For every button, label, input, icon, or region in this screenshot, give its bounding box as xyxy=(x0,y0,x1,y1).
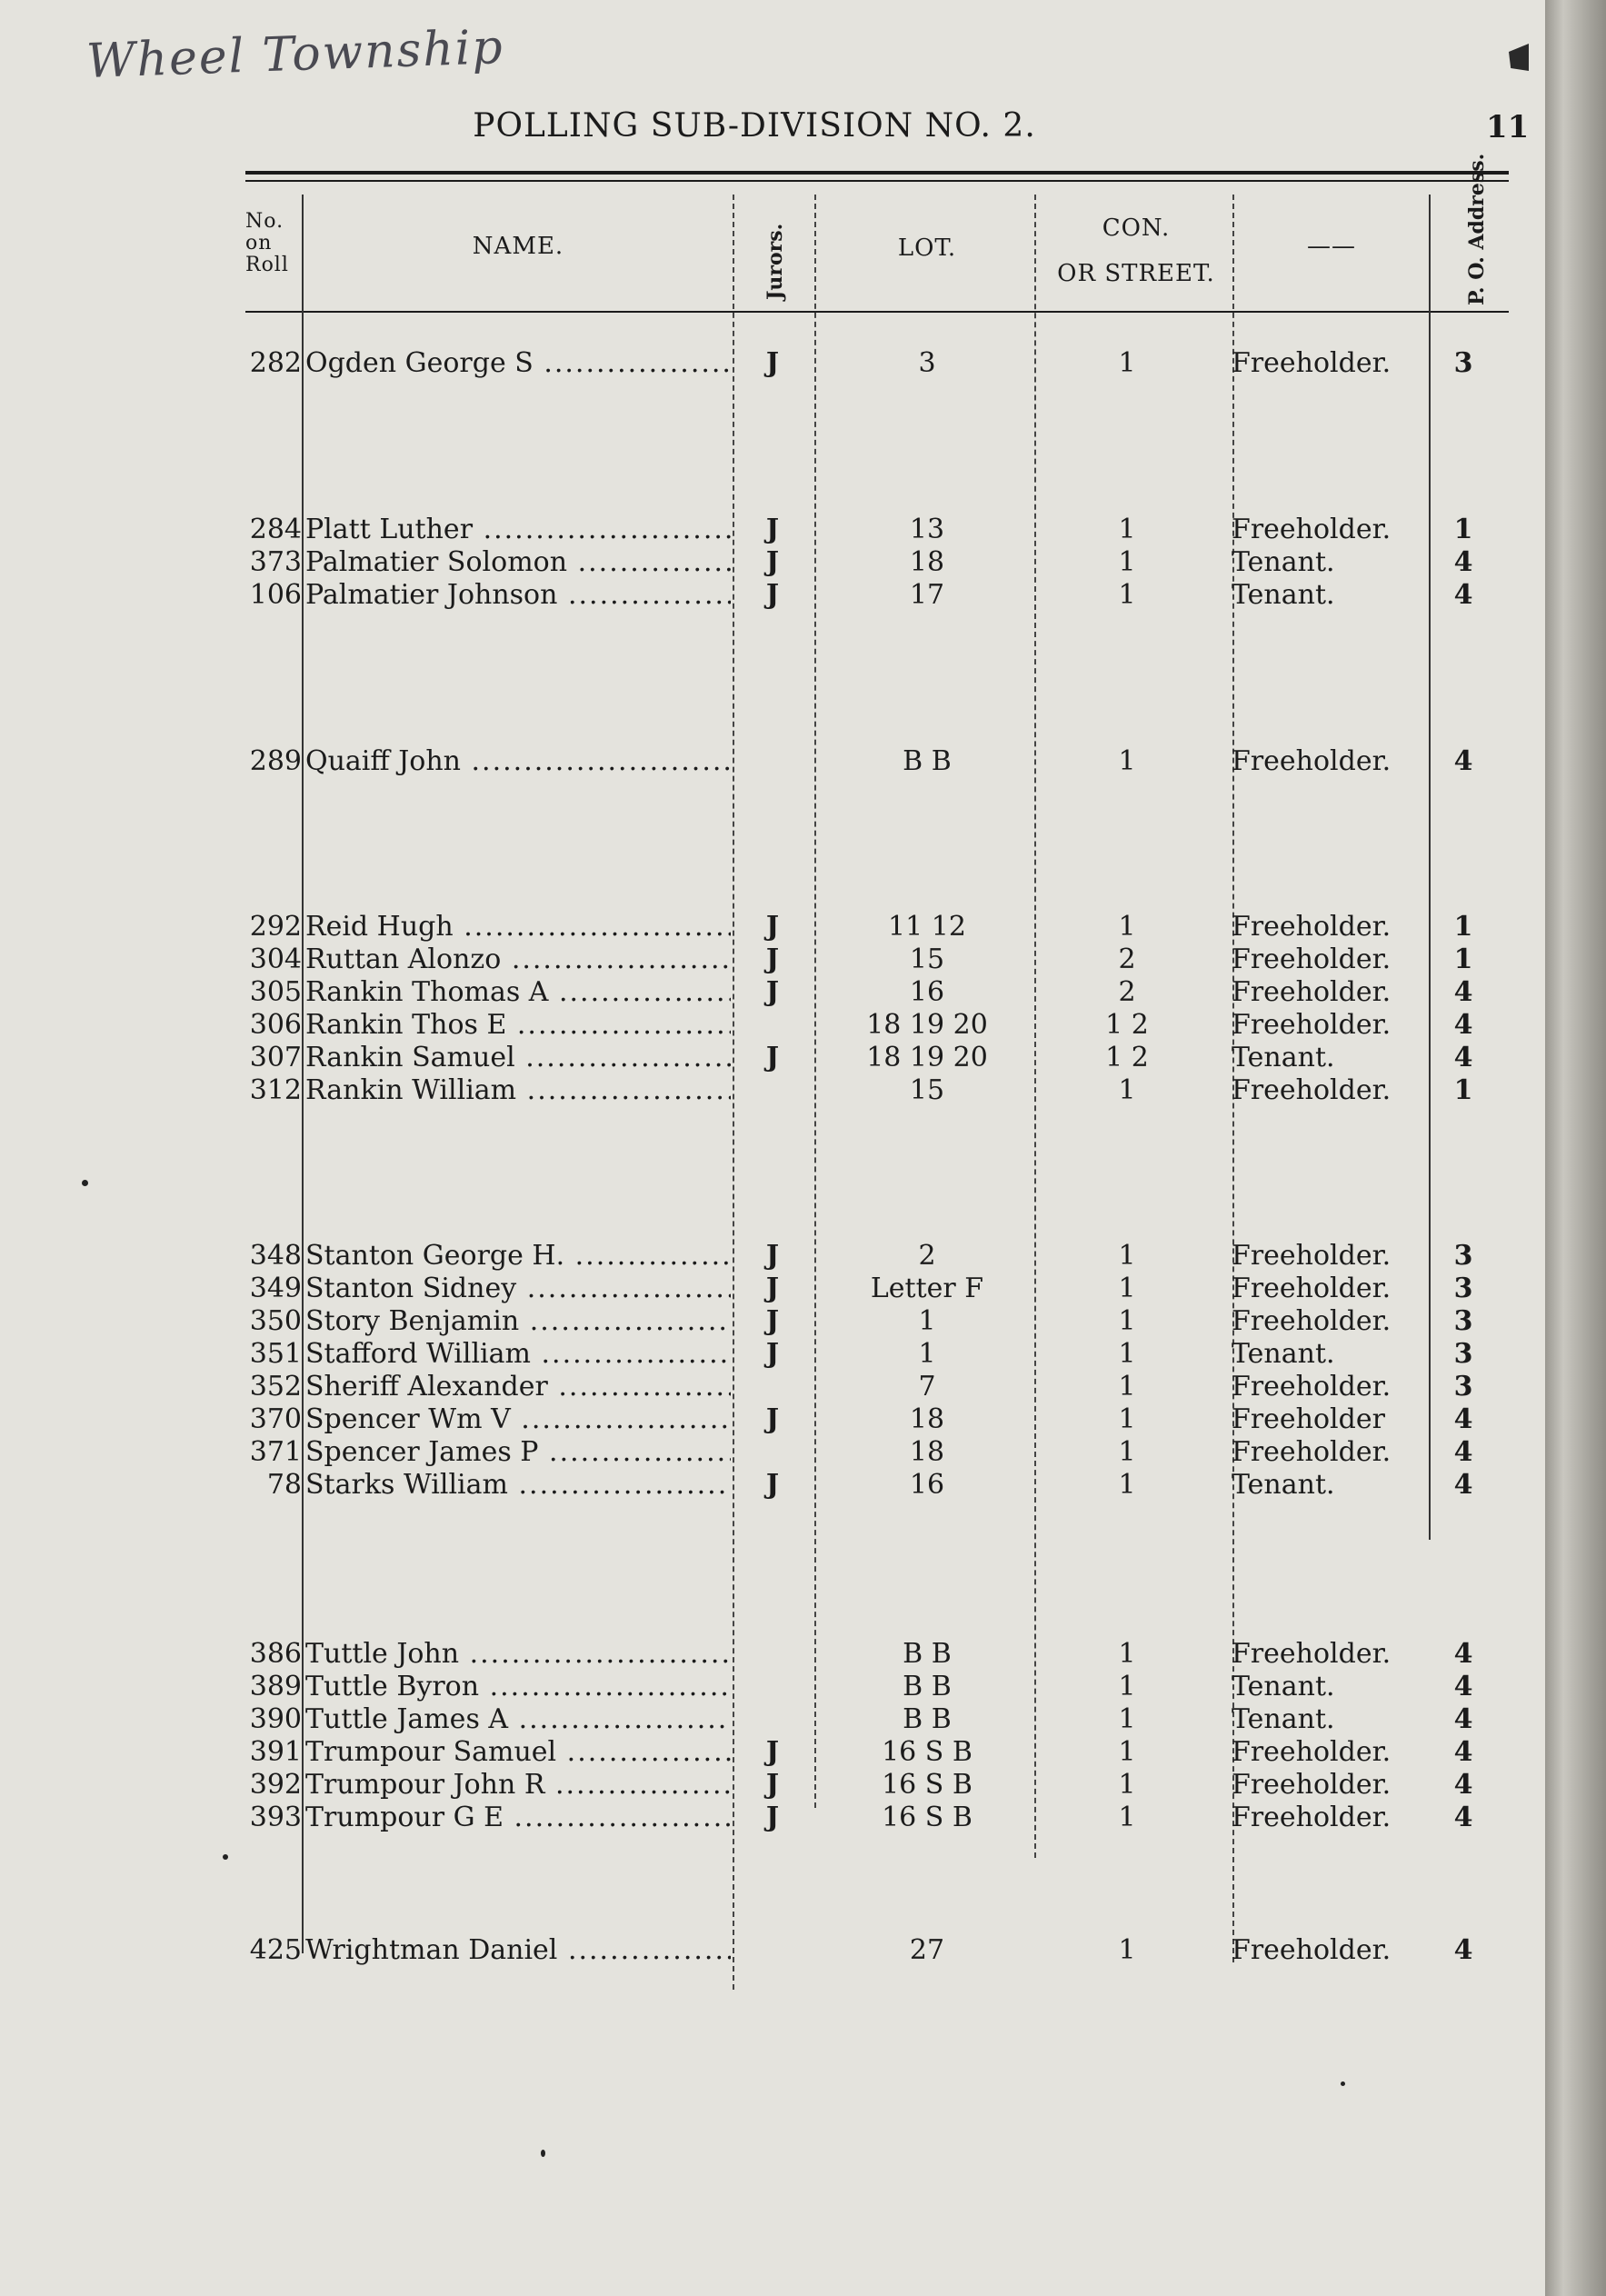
elector-name: Story Benjamin ..... xyxy=(305,1305,731,1337)
tenure-status: Freeholder. xyxy=(1232,1638,1392,1670)
concession-value: 1 xyxy=(1118,1371,1136,1403)
table-row xyxy=(0,1240,1545,1273)
tenure-status: Freeholder. xyxy=(1232,1240,1392,1272)
lot-value: 18 19 20 xyxy=(866,1009,988,1041)
po-address: 4 xyxy=(1453,1436,1473,1468)
elector-name: Rankin Samuel ..... xyxy=(305,1042,731,1073)
elector-name: Trumpour John R ..... xyxy=(305,1769,731,1801)
roll-number: 106 xyxy=(249,579,302,611)
elector-name: Ogden George S ..... xyxy=(305,347,731,379)
lot-value: 27 xyxy=(909,1934,945,1966)
roll-number: 349 xyxy=(249,1273,302,1304)
juror-mark: J xyxy=(765,1042,780,1073)
roll-number: 371 xyxy=(249,1436,302,1468)
elector-name: Palmatier Johnson ..... xyxy=(305,579,731,611)
tenure-status: Tenant. xyxy=(1232,1469,1335,1501)
concession-value: 1 xyxy=(1118,1469,1136,1501)
elector-name: Tuttle Byron ..... xyxy=(305,1671,731,1702)
po-address: 4 xyxy=(1453,579,1473,611)
lot-value: 1 xyxy=(918,1305,936,1337)
juror-mark: J xyxy=(765,514,780,545)
roll-number: 393 xyxy=(249,1802,302,1833)
tenure-status: Freeholder. xyxy=(1232,347,1392,379)
tenure-status: Tenant. xyxy=(1232,1338,1335,1370)
column-header-no-on-roll: No. on Roll xyxy=(245,210,289,276)
roll-number: 350 xyxy=(249,1305,302,1337)
po-address: 4 xyxy=(1453,1802,1473,1833)
lot-value: 18 xyxy=(909,1403,945,1435)
tenure-status: Freeholder. xyxy=(1232,1273,1392,1304)
concession-value: 1 2 xyxy=(1105,1009,1149,1041)
lot-value: 3 xyxy=(918,347,936,379)
lot-value: 15 xyxy=(909,943,945,975)
po-address: 4 xyxy=(1453,1671,1473,1702)
concession-value: 1 xyxy=(1118,745,1136,777)
elector-name: Sheriff Alexander ..... xyxy=(305,1371,731,1403)
lot-value: 16 xyxy=(909,976,945,1008)
table-row xyxy=(0,1769,1545,1802)
tenure-status: Freeholder. xyxy=(1232,1074,1392,1106)
juror-mark: J xyxy=(765,579,780,611)
roll-number: 386 xyxy=(249,1638,302,1670)
concession-value: 1 2 xyxy=(1105,1042,1149,1073)
table-row xyxy=(0,514,1545,546)
table-row xyxy=(0,1371,1545,1403)
juror-mark: J xyxy=(765,1240,780,1272)
column-header-rule xyxy=(245,311,1509,313)
table-row xyxy=(0,1009,1545,1042)
po-address: 1 xyxy=(1453,1074,1473,1106)
juror-mark: J xyxy=(765,976,780,1008)
tenure-status: Freeholder. xyxy=(1232,1802,1392,1833)
elector-name: Spencer Wm V ..... xyxy=(305,1403,731,1435)
tenure-status: Freeholder xyxy=(1232,1403,1385,1435)
ink-speck xyxy=(1341,2081,1345,2086)
tenure-status: Tenant. xyxy=(1232,579,1335,611)
po-address: 4 xyxy=(1453,1769,1473,1801)
roll-number: 282 xyxy=(249,347,302,379)
po-address: 3 xyxy=(1453,1305,1473,1337)
concession-value: 1 xyxy=(1118,1934,1136,1966)
table-row xyxy=(0,1403,1545,1436)
column-header-or-street: OR STREET. xyxy=(1057,260,1215,287)
table-row xyxy=(0,1305,1545,1338)
table-row xyxy=(0,1469,1545,1502)
elector-name: Trumpour G E ..... xyxy=(305,1802,731,1833)
roll-number: 289 xyxy=(249,745,302,777)
roll-number: 305 xyxy=(249,976,302,1008)
lot-value: 7 xyxy=(918,1371,936,1403)
juror-mark: J xyxy=(765,1802,780,1833)
po-address: 4 xyxy=(1453,1403,1473,1435)
juror-mark: J xyxy=(765,1469,780,1501)
po-address: 3 xyxy=(1453,1240,1473,1272)
tenure-status: Freeholder. xyxy=(1232,976,1392,1008)
lot-value: 13 xyxy=(909,514,945,545)
elector-name: Stafford William ..... xyxy=(305,1338,731,1370)
po-address: 1 xyxy=(1453,911,1473,943)
concession-value: 1 xyxy=(1118,1338,1136,1370)
concession-value: 1 xyxy=(1118,1240,1136,1272)
roll-number: 425 xyxy=(249,1934,302,1966)
page-number: 11 xyxy=(1486,109,1530,145)
concession-value: 1 xyxy=(1118,911,1136,943)
concession-value: 2 xyxy=(1118,976,1136,1008)
roll-number: 352 xyxy=(249,1371,302,1403)
po-address: 4 xyxy=(1453,1042,1473,1073)
lot-value: 11 12 xyxy=(888,911,966,943)
concession-value: 1 xyxy=(1118,1074,1136,1106)
table-row xyxy=(0,911,1545,943)
concession-value: 1 xyxy=(1118,1638,1136,1670)
tenure-status: Freeholder. xyxy=(1232,1769,1392,1801)
elector-name: Platt Luther ..... xyxy=(305,514,731,545)
page-title: POLLING SUB-DIVISION NO. 2. xyxy=(473,107,1036,145)
po-address: 3 xyxy=(1453,1273,1473,1304)
lot-value: B B xyxy=(903,1703,952,1735)
tenure-status: Freeholder. xyxy=(1232,514,1392,545)
lot-value: 17 xyxy=(909,579,945,611)
concession-value: 2 xyxy=(1118,943,1136,975)
concession-value: 1 xyxy=(1118,1769,1136,1801)
column-header-con: CON. xyxy=(1102,215,1171,242)
roll-number: 370 xyxy=(249,1403,302,1435)
table-row xyxy=(0,347,1545,380)
roll-number: 389 xyxy=(249,1671,302,1702)
table-row xyxy=(0,943,1545,976)
po-address: 3 xyxy=(1453,1338,1473,1370)
tenure-status: Freeholder. xyxy=(1232,1009,1392,1041)
table-row xyxy=(0,1934,1545,1967)
juror-mark: J xyxy=(765,1769,780,1801)
juror-mark: J xyxy=(765,1273,780,1304)
roll-number: 392 xyxy=(249,1769,302,1801)
po-address: 4 xyxy=(1453,1469,1473,1501)
lot-value: 15 xyxy=(909,1074,945,1106)
roll-number: 292 xyxy=(249,911,302,943)
tenure-status: Freeholder. xyxy=(1232,1736,1392,1768)
column-header-status: —— xyxy=(1307,233,1356,260)
lot-value: 16 xyxy=(909,1469,945,1501)
roll-number: 312 xyxy=(249,1074,302,1106)
tenure-status: Freeholder. xyxy=(1232,745,1392,777)
table-row xyxy=(0,1436,1545,1469)
po-address: 4 xyxy=(1453,1009,1473,1041)
ink-speck xyxy=(541,2150,545,2157)
corner-ink-mark xyxy=(1509,44,1529,71)
book-page-edge xyxy=(1545,0,1606,2296)
lot-value: B B xyxy=(903,745,952,777)
roll-number: 390 xyxy=(249,1703,302,1735)
lot-value: 18 xyxy=(909,1436,945,1468)
column-header-name: NAME. xyxy=(472,233,564,260)
juror-mark: J xyxy=(765,347,780,379)
lot-value: B B xyxy=(903,1638,952,1670)
roll-number: 307 xyxy=(249,1042,302,1073)
column-header-po-address: P. O. Address. xyxy=(1465,153,1489,305)
tenure-status: Freeholder. xyxy=(1232,943,1392,975)
po-address: 4 xyxy=(1453,546,1473,578)
juror-mark: J xyxy=(765,1305,780,1337)
column-header-lot: LOT. xyxy=(897,235,957,262)
po-address: 3 xyxy=(1453,347,1473,379)
roll-number: 351 xyxy=(249,1338,302,1370)
table-row xyxy=(0,1802,1545,1834)
concession-value: 1 xyxy=(1118,1736,1136,1768)
juror-mark: J xyxy=(765,911,780,943)
roll-number: 348 xyxy=(249,1240,302,1272)
concession-value: 1 xyxy=(1118,347,1136,379)
ink-speck xyxy=(82,1180,88,1186)
po-address: 4 xyxy=(1453,1703,1473,1735)
elector-name: Spencer James P ..... xyxy=(305,1436,731,1468)
elector-name: Rankin Thos E ..... xyxy=(305,1009,731,1041)
table-row xyxy=(0,579,1545,612)
po-address: 1 xyxy=(1453,514,1473,545)
concession-value: 1 xyxy=(1118,1671,1136,1702)
tenure-status: Tenant. xyxy=(1232,1671,1335,1702)
ink-speck xyxy=(223,1854,228,1860)
elector-name: Rankin Thomas A ..... xyxy=(305,976,731,1008)
concession-value: 1 xyxy=(1118,1305,1136,1337)
elector-name: Quaiff John ..... xyxy=(305,745,731,777)
tenure-status: Tenant. xyxy=(1232,1042,1335,1073)
concession-value: 1 xyxy=(1118,1403,1136,1435)
concession-value: 1 xyxy=(1118,1436,1136,1468)
roll-number: 78 xyxy=(266,1469,302,1501)
table-row xyxy=(0,1338,1545,1371)
elector-name: Tuttle James A ..... xyxy=(305,1703,731,1735)
tenure-status: Tenant. xyxy=(1232,1703,1335,1735)
roll-number: 391 xyxy=(249,1736,302,1768)
po-address: 4 xyxy=(1453,1736,1473,1768)
elector-name: Tuttle John ..... xyxy=(305,1638,731,1670)
table-row xyxy=(0,1736,1545,1769)
handwritten-note: Wheel Township xyxy=(85,19,505,90)
concession-value: 1 xyxy=(1118,1273,1136,1304)
table-row xyxy=(0,1074,1545,1107)
lot-value: 18 19 20 xyxy=(866,1042,988,1073)
elector-name: Stanton George H. ..... xyxy=(305,1240,731,1272)
lot-value: Letter F xyxy=(870,1273,984,1304)
po-address: 3 xyxy=(1453,1371,1473,1403)
header-rule-second xyxy=(245,180,1509,182)
tenure-status: Freeholder. xyxy=(1232,911,1392,943)
tenure-status: Freeholder. xyxy=(1232,1371,1392,1403)
lot-value: B B xyxy=(903,1671,952,1702)
lot-value: 1 xyxy=(918,1338,936,1370)
concession-value: 1 xyxy=(1118,1703,1136,1735)
po-address: 4 xyxy=(1453,1934,1473,1966)
juror-mark: J xyxy=(765,1403,780,1435)
tenure-status: Freeholder. xyxy=(1232,1436,1392,1468)
elector-name: Ruttan Alonzo ..... xyxy=(305,943,731,975)
elector-name: Starks William ..... xyxy=(305,1469,731,1501)
juror-mark: J xyxy=(765,943,780,975)
table-row xyxy=(0,1042,1545,1074)
tenure-status: Freeholder. xyxy=(1232,1934,1392,1966)
po-address: 4 xyxy=(1453,1638,1473,1670)
juror-mark: J xyxy=(765,1338,780,1370)
lot-value: 16 S B xyxy=(882,1769,973,1801)
elector-name: Palmatier Solomon ..... xyxy=(305,546,731,578)
table-row xyxy=(0,1703,1545,1736)
lot-value: 16 S B xyxy=(882,1802,973,1833)
table-row xyxy=(0,976,1545,1009)
concession-value: 1 xyxy=(1118,514,1136,545)
roll-number: 304 xyxy=(249,943,302,975)
header-rule-top xyxy=(245,171,1509,175)
elector-name: Trumpour Samuel ..... xyxy=(305,1736,731,1768)
po-address: 4 xyxy=(1453,976,1473,1008)
table-row xyxy=(0,546,1545,579)
lot-value: 2 xyxy=(918,1240,936,1272)
elector-name: Stanton Sidney ..... xyxy=(305,1273,731,1304)
juror-mark: J xyxy=(765,546,780,578)
concession-value: 1 xyxy=(1118,579,1136,611)
lot-value: 16 S B xyxy=(882,1736,973,1768)
table-row xyxy=(0,745,1545,778)
po-address: 4 xyxy=(1453,745,1473,777)
concession-value: 1 xyxy=(1118,1802,1136,1833)
tenure-status: Tenant. xyxy=(1232,546,1335,578)
table-row xyxy=(0,1671,1545,1703)
roll-number: 284 xyxy=(249,514,302,545)
po-address: 1 xyxy=(1453,943,1473,975)
juror-mark: J xyxy=(765,1736,780,1768)
column-header-jurors: Jurors. xyxy=(763,223,787,300)
elector-name: Wrightman Daniel ..... xyxy=(305,1934,731,1966)
roll-number: 373 xyxy=(249,546,302,578)
table-row xyxy=(0,1273,1545,1305)
table-row xyxy=(0,1638,1545,1671)
lot-value: 18 xyxy=(909,546,945,578)
tenure-status: Freeholder. xyxy=(1232,1305,1392,1337)
roll-number: 306 xyxy=(249,1009,302,1041)
elector-name: Rankin William ..... xyxy=(305,1074,731,1106)
elector-name: Reid Hugh ..... xyxy=(305,911,731,943)
concession-value: 1 xyxy=(1118,546,1136,578)
